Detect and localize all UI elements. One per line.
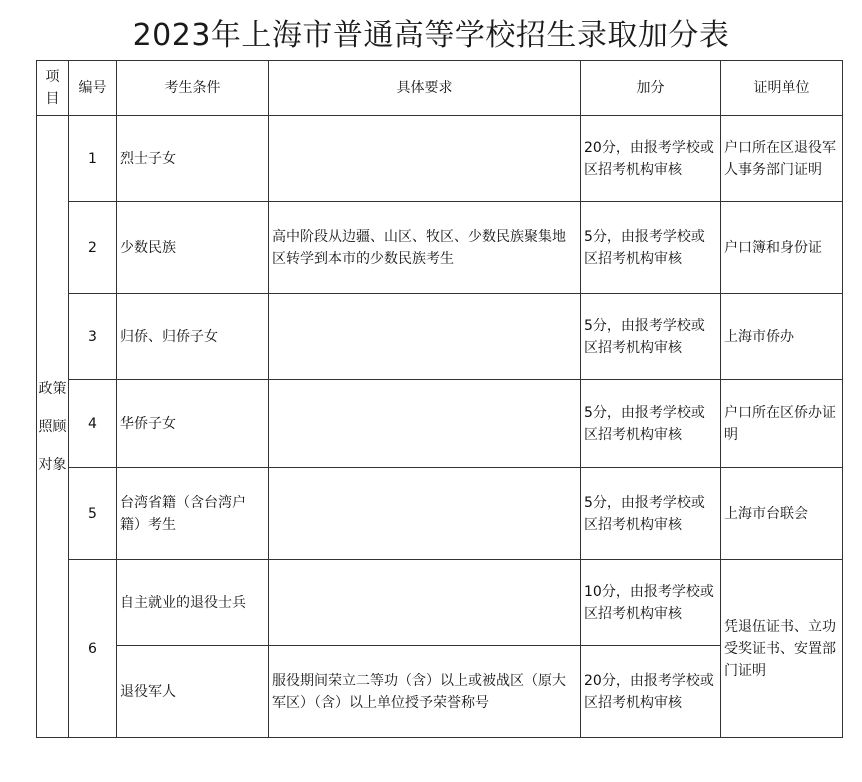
row-bonus: 5分，由报考学校或区招考机构审核 <box>581 294 721 380</box>
row-certifier: 户口所在区退役军人事务部门证明 <box>721 116 843 202</box>
header-condition: 考生条件 <box>117 61 269 116</box>
row-condition: 自主就业的退役士兵 <box>117 560 269 646</box>
row-number: 2 <box>69 202 117 294</box>
table-row <box>37 116 843 202</box>
row-condition: 归侨、归侨子女 <box>117 294 269 380</box>
row-number: 5 <box>69 468 117 560</box>
row-requirement <box>269 560 581 646</box>
row-bonus: 5分，由报考学校或区招考机构审核 <box>581 380 721 468</box>
row-condition: 少数民族 <box>117 202 269 294</box>
header-number: 编号 <box>69 61 117 116</box>
row-number: 3 <box>69 294 117 380</box>
header-certifier: 证明单位 <box>721 61 843 116</box>
row-requirement: 服役期间荣立二等功（含）以上或被战区（原大军区）（含）以上单位授予荣誉称号 <box>269 646 581 738</box>
row-bonus: 20分，由报考学校或区招考机构审核 <box>581 646 721 738</box>
row-bonus: 5分，由报考学校或区招考机构审核 <box>581 202 721 294</box>
row-certifier: 户口簿和身份证 <box>721 202 843 294</box>
project-cell: 政策照顾对象 <box>37 116 69 738</box>
row-bonus: 20分，由报考学校或区招考机构审核 <box>581 116 721 202</box>
row-requirement <box>269 380 581 468</box>
row-certifier: 上海市台联会 <box>721 468 843 560</box>
row-certifier: 上海市侨办 <box>721 294 843 380</box>
header-requirement: 具体要求 <box>269 61 581 116</box>
row-bonus: 5分，由报考学校或区招考机构审核 <box>581 468 721 560</box>
table-row <box>37 380 843 468</box>
row-requirement: 高中阶段从边疆、山区、牧区、少数民族聚集地区转学到本市的少数民族考生 <box>269 202 581 294</box>
row-number: 4 <box>69 380 117 468</box>
row-condition: 华侨子女 <box>117 380 269 468</box>
table-row <box>37 468 843 560</box>
table-row <box>37 294 843 380</box>
table-row <box>37 560 843 646</box>
row-number: 6 <box>69 560 117 738</box>
page-title: 2023年上海市普通高等学校招生录取加分表 <box>132 18 730 53</box>
row-condition: 烈士子女 <box>117 116 269 202</box>
row-requirement <box>269 116 581 202</box>
row-certifier: 户口所在区侨办证明 <box>721 380 843 468</box>
table-header-row <box>37 61 843 116</box>
row-condition: 退役军人 <box>117 646 269 738</box>
row-requirement <box>269 468 581 560</box>
row-bonus: 10分，由报考学校或区招考机构审核 <box>581 560 721 646</box>
header-bonus: 加分 <box>581 61 721 116</box>
row-number: 1 <box>69 116 117 202</box>
row-certifier: 凭退伍证书、立功受奖证书、安置部门证明 <box>721 560 843 738</box>
table-row <box>37 202 843 294</box>
bonus-table <box>36 60 843 738</box>
row-condition: 台湾省籍（含台湾户籍）考生 <box>117 468 269 560</box>
row-requirement <box>269 294 581 380</box>
header-project: 项目 <box>37 61 69 116</box>
